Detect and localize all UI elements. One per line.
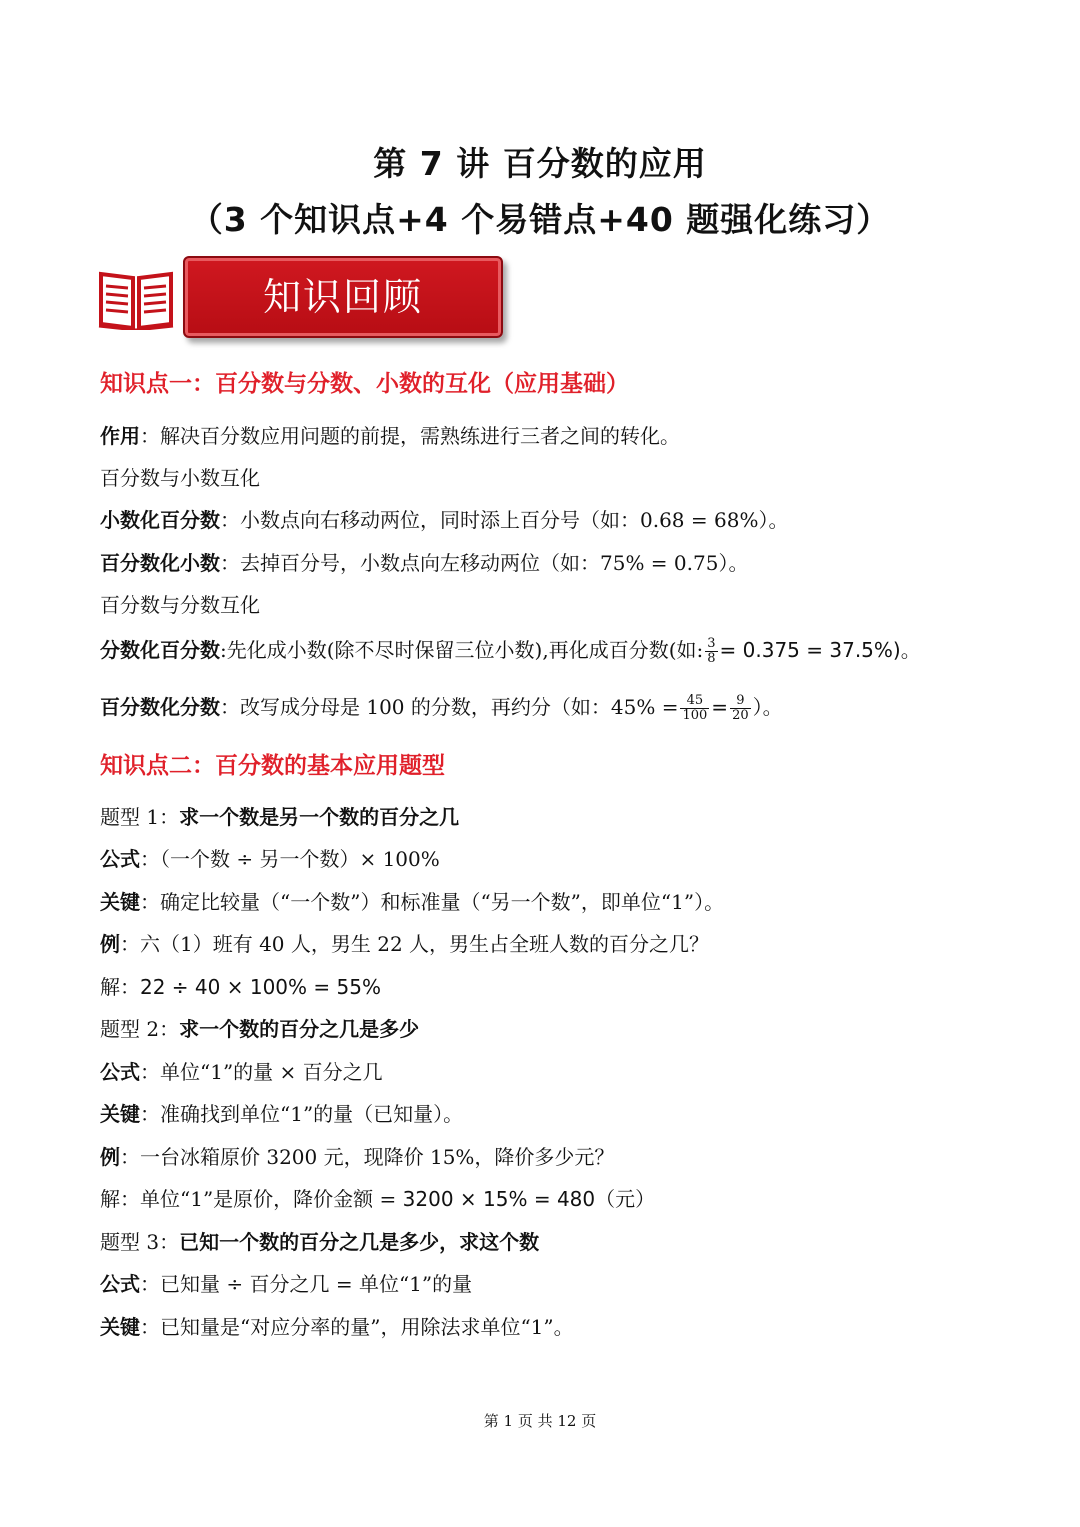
type3-title: 已知一个数的百分之几是多少，求这个数: [179, 1230, 540, 1254]
frac-to-pct-text: :先化成小数(除不尽时保留三位小数),再化成百分数(如:: [220, 638, 704, 662]
type1-label: 题型 1：: [100, 805, 180, 829]
fraction-9-20: [730, 694, 751, 723]
type3-key-line: [100, 1313, 574, 1341]
book-icon: [97, 266, 175, 330]
fraction-3-8: [705, 637, 717, 666]
page-title: 第 7 讲 百分数的应用: [373, 144, 707, 183]
type1-key: ：确定比较量（“一个数”）和标准量（“另一个数”，即单位“1”）。: [140, 890, 725, 914]
purpose-text: ：解决百分数应用问题的前提，需熟练进行三者之间的转化。: [140, 424, 680, 448]
section2-heading: 知识点二：百分数的基本应用题型: [100, 752, 445, 779]
type1-example: ：六（1）班有 40 人，男生 22 人，男生占全班人数的百分之几？: [120, 932, 710, 956]
pct-to-dec-line: [100, 549, 748, 577]
page-footer: 第 1 页 共 12 页: [483, 1412, 597, 1430]
frac-to-pct-label: 分数化百分数: [100, 638, 220, 662]
example-label: 例: [100, 1145, 120, 1169]
formula-label: 公式: [100, 847, 140, 871]
type3-formula-line: [100, 1270, 472, 1298]
type2-solution-tail: （元）: [595, 1187, 656, 1211]
type2-solution-text: 单位“1”是原价，降价金额 =: [140, 1187, 403, 1211]
pct-to-frac-label: 百分数化分数: [100, 695, 220, 719]
frac-to-pct-line: [100, 636, 921, 666]
dec-to-pct-line: [100, 506, 788, 534]
type3-formula: ：已知量 ÷ 百分之几 = 单位“1”的量: [140, 1272, 473, 1296]
fraction-denominator: 100: [682, 708, 708, 723]
type2-key: ：准确找到单位“1”的量（已知量）。: [140, 1102, 464, 1126]
banner-label: 知识回顾: [183, 256, 503, 338]
formula-label: 公式: [100, 1272, 140, 1296]
pct-to-frac-text: ：改写成分母是 100 的分数，再约分（如：45% =: [220, 695, 679, 719]
solution-label: 解：: [100, 975, 140, 999]
type1-example-line: [100, 930, 709, 958]
section1-heading: 知识点一：百分数与分数、小数的互化（应用基础）: [100, 370, 629, 397]
key-label: 关键: [100, 1102, 140, 1126]
type2-formula-line: [100, 1058, 383, 1086]
fraction-numerator: 45: [680, 694, 709, 709]
pct-to-frac-line: [100, 693, 783, 723]
type1-title: 求一个数是另一个数的百分之几: [179, 805, 460, 829]
fraction-45-100: [680, 694, 709, 723]
type1-solution: 22 ÷ 40 × 100% = 55%: [140, 975, 381, 999]
type1-formula: ：（一个数 ÷ 另一个数）× 100%: [140, 847, 440, 871]
type3-label: 题型 3：: [100, 1230, 180, 1254]
page-subtitle: （3 个知识点+4 个易错点+40 题强化练习）: [189, 200, 891, 239]
type2-solution-math: 3200 × 15% = 480: [402, 1187, 596, 1211]
type3-line: [100, 1228, 539, 1256]
pct-to-dec-text: ：去掉百分号，小数点向左移动两位（如：75% = 0.75）。: [220, 551, 749, 575]
purpose-line: [100, 422, 680, 450]
pct-to-dec-label: 百分数化小数: [100, 551, 220, 575]
key-label: 关键: [100, 1315, 140, 1339]
frac-to-pct-tail: = 0.375 = 37.5%)。: [719, 638, 921, 662]
key-label: 关键: [100, 890, 140, 914]
type2-solution-line: [100, 1185, 655, 1213]
equals-sign: =: [711, 695, 729, 719]
type1-line: [100, 803, 459, 831]
purpose-label: 作用: [100, 424, 140, 448]
example-label: 例: [100, 932, 120, 956]
fraction-denominator: 20: [732, 708, 749, 723]
dec-to-pct-label: 小数化百分数: [100, 508, 220, 532]
type2-key-line: [100, 1100, 463, 1128]
type2-label: 题型 2：: [100, 1017, 180, 1041]
type1-formula-line: [100, 845, 440, 873]
type2-line: [100, 1015, 419, 1043]
type2-example: ：一台冰箱原价 3200 元，现降价 15%，降价多少元？: [120, 1145, 615, 1169]
type2-title: 求一个数的百分之几是多少: [179, 1017, 420, 1041]
type1-key-line: [100, 888, 724, 916]
solution-label: 解：: [100, 1187, 140, 1211]
knowledge-review-banner: [97, 256, 517, 342]
type2-formula: ：单位“1”的量 × 百分之几: [140, 1060, 383, 1084]
dec-to-pct-text: ：小数点向右移动两位，同时添上百分号（如：0.68 = 68%）。: [220, 508, 789, 532]
fraction-numerator: 3: [707, 636, 716, 651]
pct-to-frac-tail: ）。: [752, 695, 783, 719]
sub-heading-decimal: 百分数与小数互化: [100, 466, 260, 490]
type1-solution-line: [100, 973, 381, 1001]
sub-heading-fraction: 百分数与分数互化: [100, 593, 260, 617]
formula-label: 公式: [100, 1060, 140, 1084]
fraction-denominator: 8: [707, 651, 716, 666]
type2-example-line: [100, 1143, 614, 1171]
type3-key: ：已知量是“对应分率的量”，用除法求单位“1”。: [140, 1315, 574, 1339]
fraction-numerator: 9: [730, 694, 751, 709]
